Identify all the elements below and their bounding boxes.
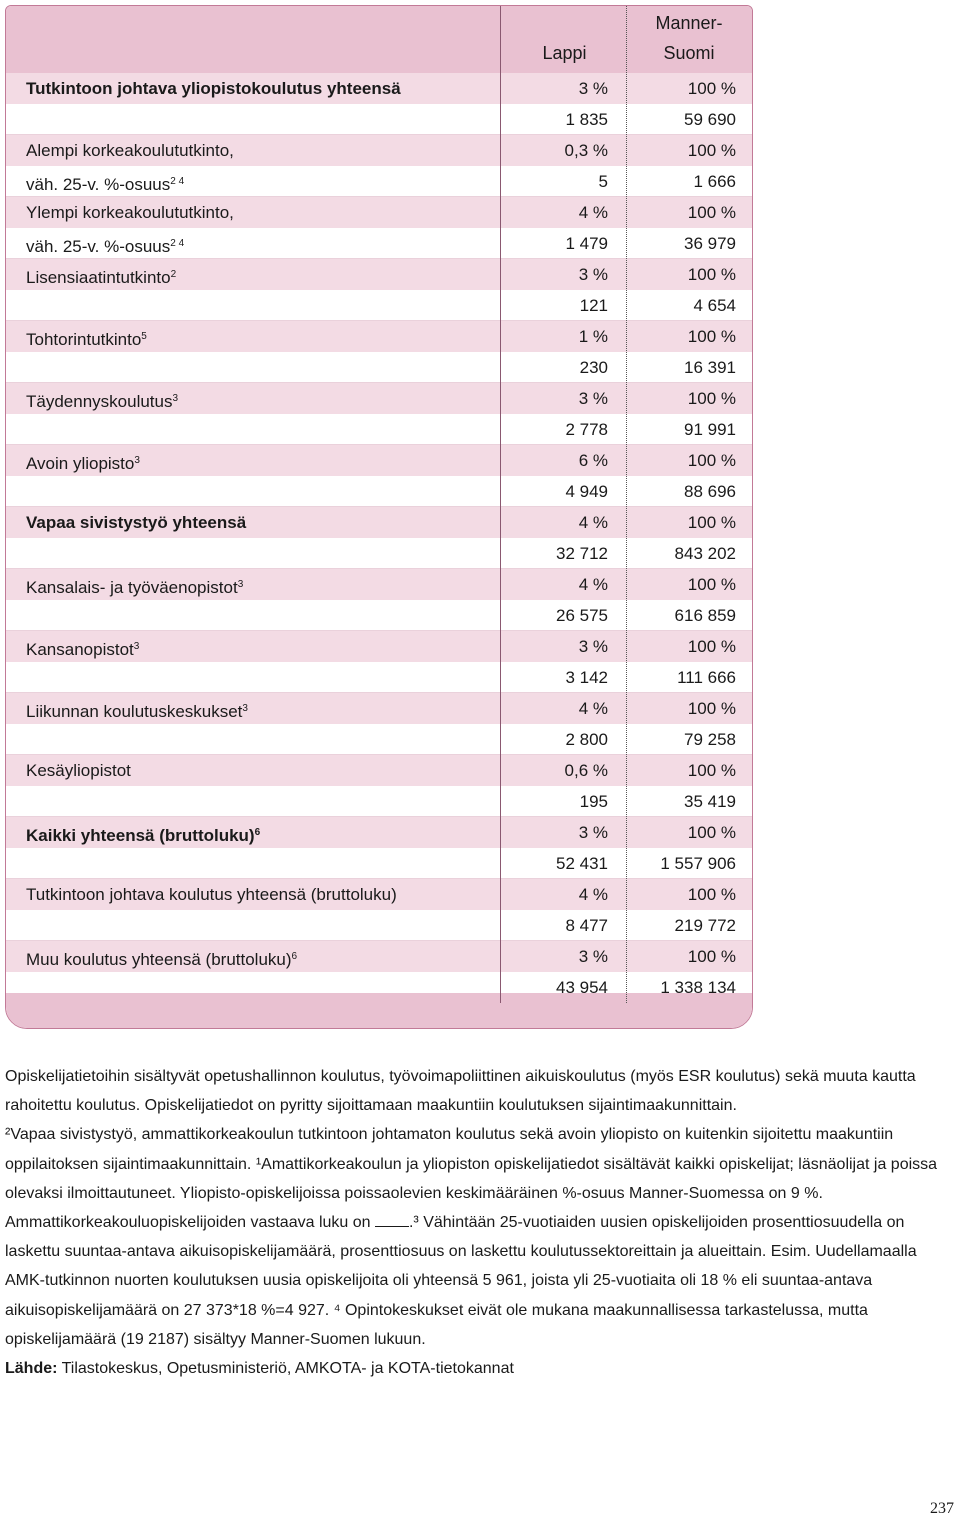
cell-pct-manner: 100 % (687, 513, 736, 532)
cell-pct-manner: 100 % (687, 389, 736, 408)
source-text: Tilastokeskus, Opetusministeriö, AMKOTA- ja KOTA-tietokannat (57, 1360, 514, 1378)
cell-count-manner: 1 557 906 (660, 854, 736, 873)
cell-pct-lappi: 4 % (578, 513, 608, 532)
row-label (26, 693, 248, 727)
row-label-text: Kansalais- ja työväenopistot (26, 578, 238, 597)
cell-pct-manner: 100 % (687, 575, 736, 594)
cell-pct-lappi: 4 % (578, 699, 608, 718)
cell-count-lappi: 195 (579, 792, 608, 811)
row-label-text: Liikunnan koulutuskeskukset (26, 702, 243, 721)
cell-count-lappi: 2 778 (565, 420, 608, 439)
column-rule-left (500, 6, 501, 1003)
statistics-table (5, 5, 753, 1029)
cell-pct-manner: 100 % (687, 885, 736, 904)
cell-count-manner: 16 391 (684, 358, 736, 377)
row-label-text: Vapaa sivistystyö yhteensä (26, 513, 247, 532)
col-header-manner-line1: Manner- (655, 13, 723, 33)
cell-pct-manner: 100 % (687, 637, 736, 656)
row-label-line2 (26, 166, 184, 200)
cell-count-lappi: 1 479 (565, 234, 608, 253)
cell-pct-manner: 100 % (687, 79, 736, 98)
row-label (26, 631, 139, 665)
cell-count-lappi: 26 575 (556, 606, 608, 625)
cell-count-manner: 616 859 (674, 606, 736, 625)
cell-pct-lappi: 1 % (578, 327, 608, 346)
blank-field (375, 1212, 409, 1227)
cell-count-manner: 35 419 (684, 792, 736, 811)
footnote-ref: 3 (242, 703, 248, 714)
footnote-ref: 6 (291, 951, 298, 962)
cell-pct-lappi: 0,6 % (564, 761, 608, 780)
cell-count-lappi: 1 835 (565, 110, 608, 129)
cell-count-lappi: 4 949 (565, 482, 608, 501)
footnote-text-b: .³ Vähintään 25-vuotiaiden uusien opiskelijoiden prosenttiosuudella on laskettu suuntaa-antava aikuisopiskelijamäärä, prosenttiosuus on laskettu koulutussektoreittain ja alueittain. Esim. Uudellamaalla AMK-tutkinnon nuorten koulutuksen uusia opiskelijoita oli yhteensä 5 961, joista yli 25-vuotiaita oli 18 % eli suuntaa-antava aikuisopiskelijamäärä on 27 373*18 %=4 927. ⁴ Opintokeskukset eivät ole mukana maakunnallisessa tarkastelussa, mutta opiskelijamäärä (19 2187) sisältyy Manner-Suomen lukuun. (5, 1214, 917, 1348)
cell-pct-manner: 100 % (687, 823, 736, 842)
cell-count-manner: 1 666 (693, 172, 736, 191)
cell-count-manner: 59 690 (684, 110, 736, 129)
footnote-paragraph-1: Opiskelijatietoihin sisältyvät opetushallinnon koulutus, työvoimapoliittinen aikuiskoulutus (myös ESR koulutus) sekä muuta kautta rahoitettu koulutus. Opiskelijatiedot on pyritty sijoittamaan maakuntiin koulutuksen sijaintimaakunnittain. (5, 1068, 916, 1115)
cell-count-lappi: 43 954 (556, 978, 608, 997)
row-label (26, 445, 140, 479)
cell-pct-lappi: 6 % (578, 451, 608, 470)
footnotes (5, 1062, 955, 1383)
cell-count-lappi: 8 477 (565, 916, 608, 935)
row-label-text: Kansanopistot (26, 640, 134, 659)
cell-pct-lappi: 3 % (578, 947, 608, 966)
cell-pct-lappi: 4 % (578, 885, 608, 904)
row-label (26, 569, 243, 603)
cell-pct-lappi: 0,3 % (564, 141, 608, 160)
row-label-text: Kaikki yhteensä (bruttoluku) (26, 826, 255, 845)
row-label-line2-text: väh. 25-v. %-osuus (26, 237, 171, 256)
cell-count-manner: 4 654 (693, 296, 736, 315)
row-label-text: Muu koulutus yhteensä (bruttoluku) (26, 950, 292, 969)
cell-pct-manner: 100 % (687, 451, 736, 470)
row-label (26, 941, 297, 975)
row-label (26, 135, 234, 166)
footnote-ref: 6 (254, 827, 261, 838)
row-label-text: Tutkintoon johtava koulutus yhteensä (bruttoluku) (26, 885, 397, 904)
footnote-ref: 2 4 (170, 176, 185, 187)
footnote-ref: 3 (134, 455, 140, 466)
cell-count-manner: 36 979 (684, 234, 736, 253)
cell-pct-manner: 100 % (687, 699, 736, 718)
footnote-paragraph-2 (5, 1120, 955, 1354)
page-number: 237 (930, 1500, 954, 1517)
row-label (26, 817, 260, 851)
cell-count-lappi: 32 712 (556, 544, 608, 563)
cell-count-manner: 88 696 (684, 482, 736, 501)
source-line (5, 1354, 955, 1383)
cell-pct-manner: 100 % (687, 761, 736, 780)
cell-count-lappi: 5 (598, 172, 608, 191)
cell-pct-manner: 100 % (687, 141, 736, 160)
cell-pct-lappi: 3 % (578, 265, 608, 284)
cell-pct-lappi: 3 % (578, 823, 608, 842)
row-label-text: Kesäyliopistot (26, 761, 131, 780)
cell-pct-manner: 100 % (687, 327, 736, 346)
cell-count-lappi: 52 431 (556, 854, 608, 873)
footnote-ref: 3 (172, 393, 179, 404)
cell-count-manner: 91 991 (684, 420, 736, 439)
footnote-ref: 2 (170, 269, 177, 280)
cell-pct-manner: 100 % (687, 947, 736, 966)
cell-count-lappi: 121 (579, 296, 608, 315)
cell-pct-lappi: 3 % (578, 389, 608, 408)
cell-pct-manner: 100 % (687, 265, 736, 284)
cell-pct-lappi: 3 % (578, 79, 608, 98)
row-label-text: Täydennyskoulutus (26, 392, 173, 411)
footnote-ref: 5 (141, 331, 147, 342)
cell-count-manner: 1 338 134 (660, 978, 736, 997)
row-label (26, 879, 397, 910)
row-label (26, 197, 234, 228)
row-label-text: Avoin yliopisto (26, 454, 135, 473)
row-label (26, 73, 401, 104)
row-label-text: Alempi korkeakoulututkinto, (26, 141, 234, 160)
source-label: Lähde: (5, 1360, 58, 1378)
cell-count-lappi: 230 (579, 358, 608, 377)
column-rule-middle (626, 6, 627, 1003)
row-label-text: Lisensiaatintutkinto (26, 268, 171, 287)
cell-count-manner: 219 772 (674, 916, 736, 935)
row-label-line2 (26, 228, 184, 262)
cell-pct-lappi: 4 % (578, 575, 608, 594)
row-label (26, 755, 131, 786)
footnote-ref: 3 (237, 579, 244, 590)
footnote-ref: 3 (133, 641, 140, 652)
row-label-line2-text: väh. 25-v. %-osuus (26, 175, 171, 194)
col-header-lappi: Lappi (542, 43, 587, 63)
cell-pct-lappi: 3 % (578, 637, 608, 656)
row-label (26, 259, 176, 293)
row-label-text: Tohtorintutkinto (26, 330, 142, 349)
footnote-text-a: ²Vapaa sivistystyö, ammattikorkeakoulun tutkintoon johtamaton koulutus sekä avoin yliopisto on kuitenkin sijoitettu maakuntiin oppilaitoksen sijaintimaakunnittain. ¹Amattikorkeakoulun ja yliopiston opiskelijatiedot sisältävät kaikki opiskelijat; läsnäolijat ja poissa olevaksi ilmoittautuneet. Yliopisto-opiskelijoissa poissaolevien keskimääräinen %-osuus Manner-Suomessa on 9 %. Ammattikorkeakouluopiskelijoiden vastaava luku on (5, 1126, 938, 1232)
cell-count-manner: 843 202 (674, 544, 736, 563)
row-label (26, 383, 178, 417)
row-label-text: Tutkintoon johtava yliopistokoulutus yhteensä (26, 79, 401, 98)
cell-count-lappi: 3 142 (565, 668, 608, 687)
cell-count-lappi: 2 800 (565, 730, 608, 749)
col-header-manner-line2: Suomi (663, 43, 715, 63)
cell-pct-manner: 100 % (687, 203, 736, 222)
footnote-ref: 2 4 (170, 238, 185, 249)
cell-count-manner: 79 258 (684, 730, 736, 749)
row-label-text: Ylempi korkeakoulututkinto, (26, 203, 234, 222)
cell-pct-lappi: 4 % (578, 203, 608, 222)
row-label (26, 507, 246, 538)
cell-count-manner: 111 666 (677, 668, 736, 687)
row-label (26, 321, 147, 355)
